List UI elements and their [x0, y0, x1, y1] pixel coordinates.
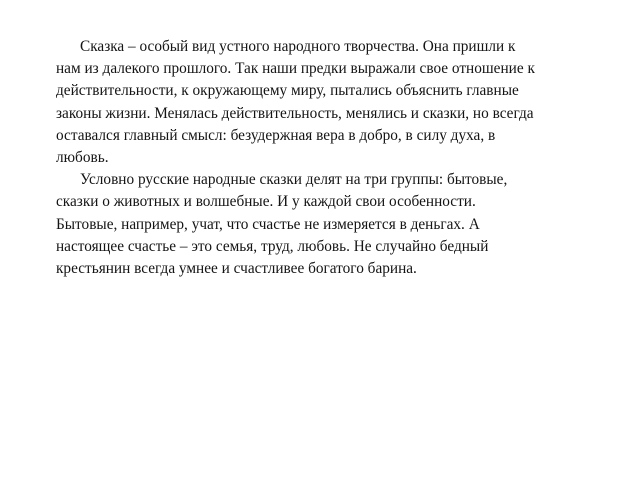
- text-line: настоящее счастье – это семья, труд, любовь. Не случайно бедный: [56, 237, 489, 255]
- text-line: сказки о животных и волшебные. И у каждой свои особенности.: [56, 193, 476, 211]
- paragraph-1: [56, 36, 564, 169]
- text-line: нам из далекого прошлого. Так наши предки выражали свое отношение к: [56, 60, 535, 78]
- paragraph-2: [56, 169, 564, 280]
- document-body: [56, 36, 564, 280]
- text-line: Бытовые, например, учат, что счастье не измеряется в деньгах. А: [56, 215, 480, 233]
- text-line: законы жизни. Менялась действительность, менялись и сказки, но всегда: [56, 104, 534, 122]
- text-line: Сказка – особый вид устного народного творчества. Она пришли к: [80, 38, 516, 55]
- text-line: Условно русские народные сказки делят на три группы: бытовые,: [80, 171, 508, 189]
- text-line: любовь.: [56, 149, 109, 167]
- text-line: действительности, к окружающему миру, пытались объяснить главные: [56, 82, 519, 100]
- text-line: оставался главный смысл: безудержная вера в добро, в силу духа, в: [56, 126, 496, 144]
- text-line: крестьянин всегда умнее и счастливее богатого барина.: [56, 260, 417, 278]
